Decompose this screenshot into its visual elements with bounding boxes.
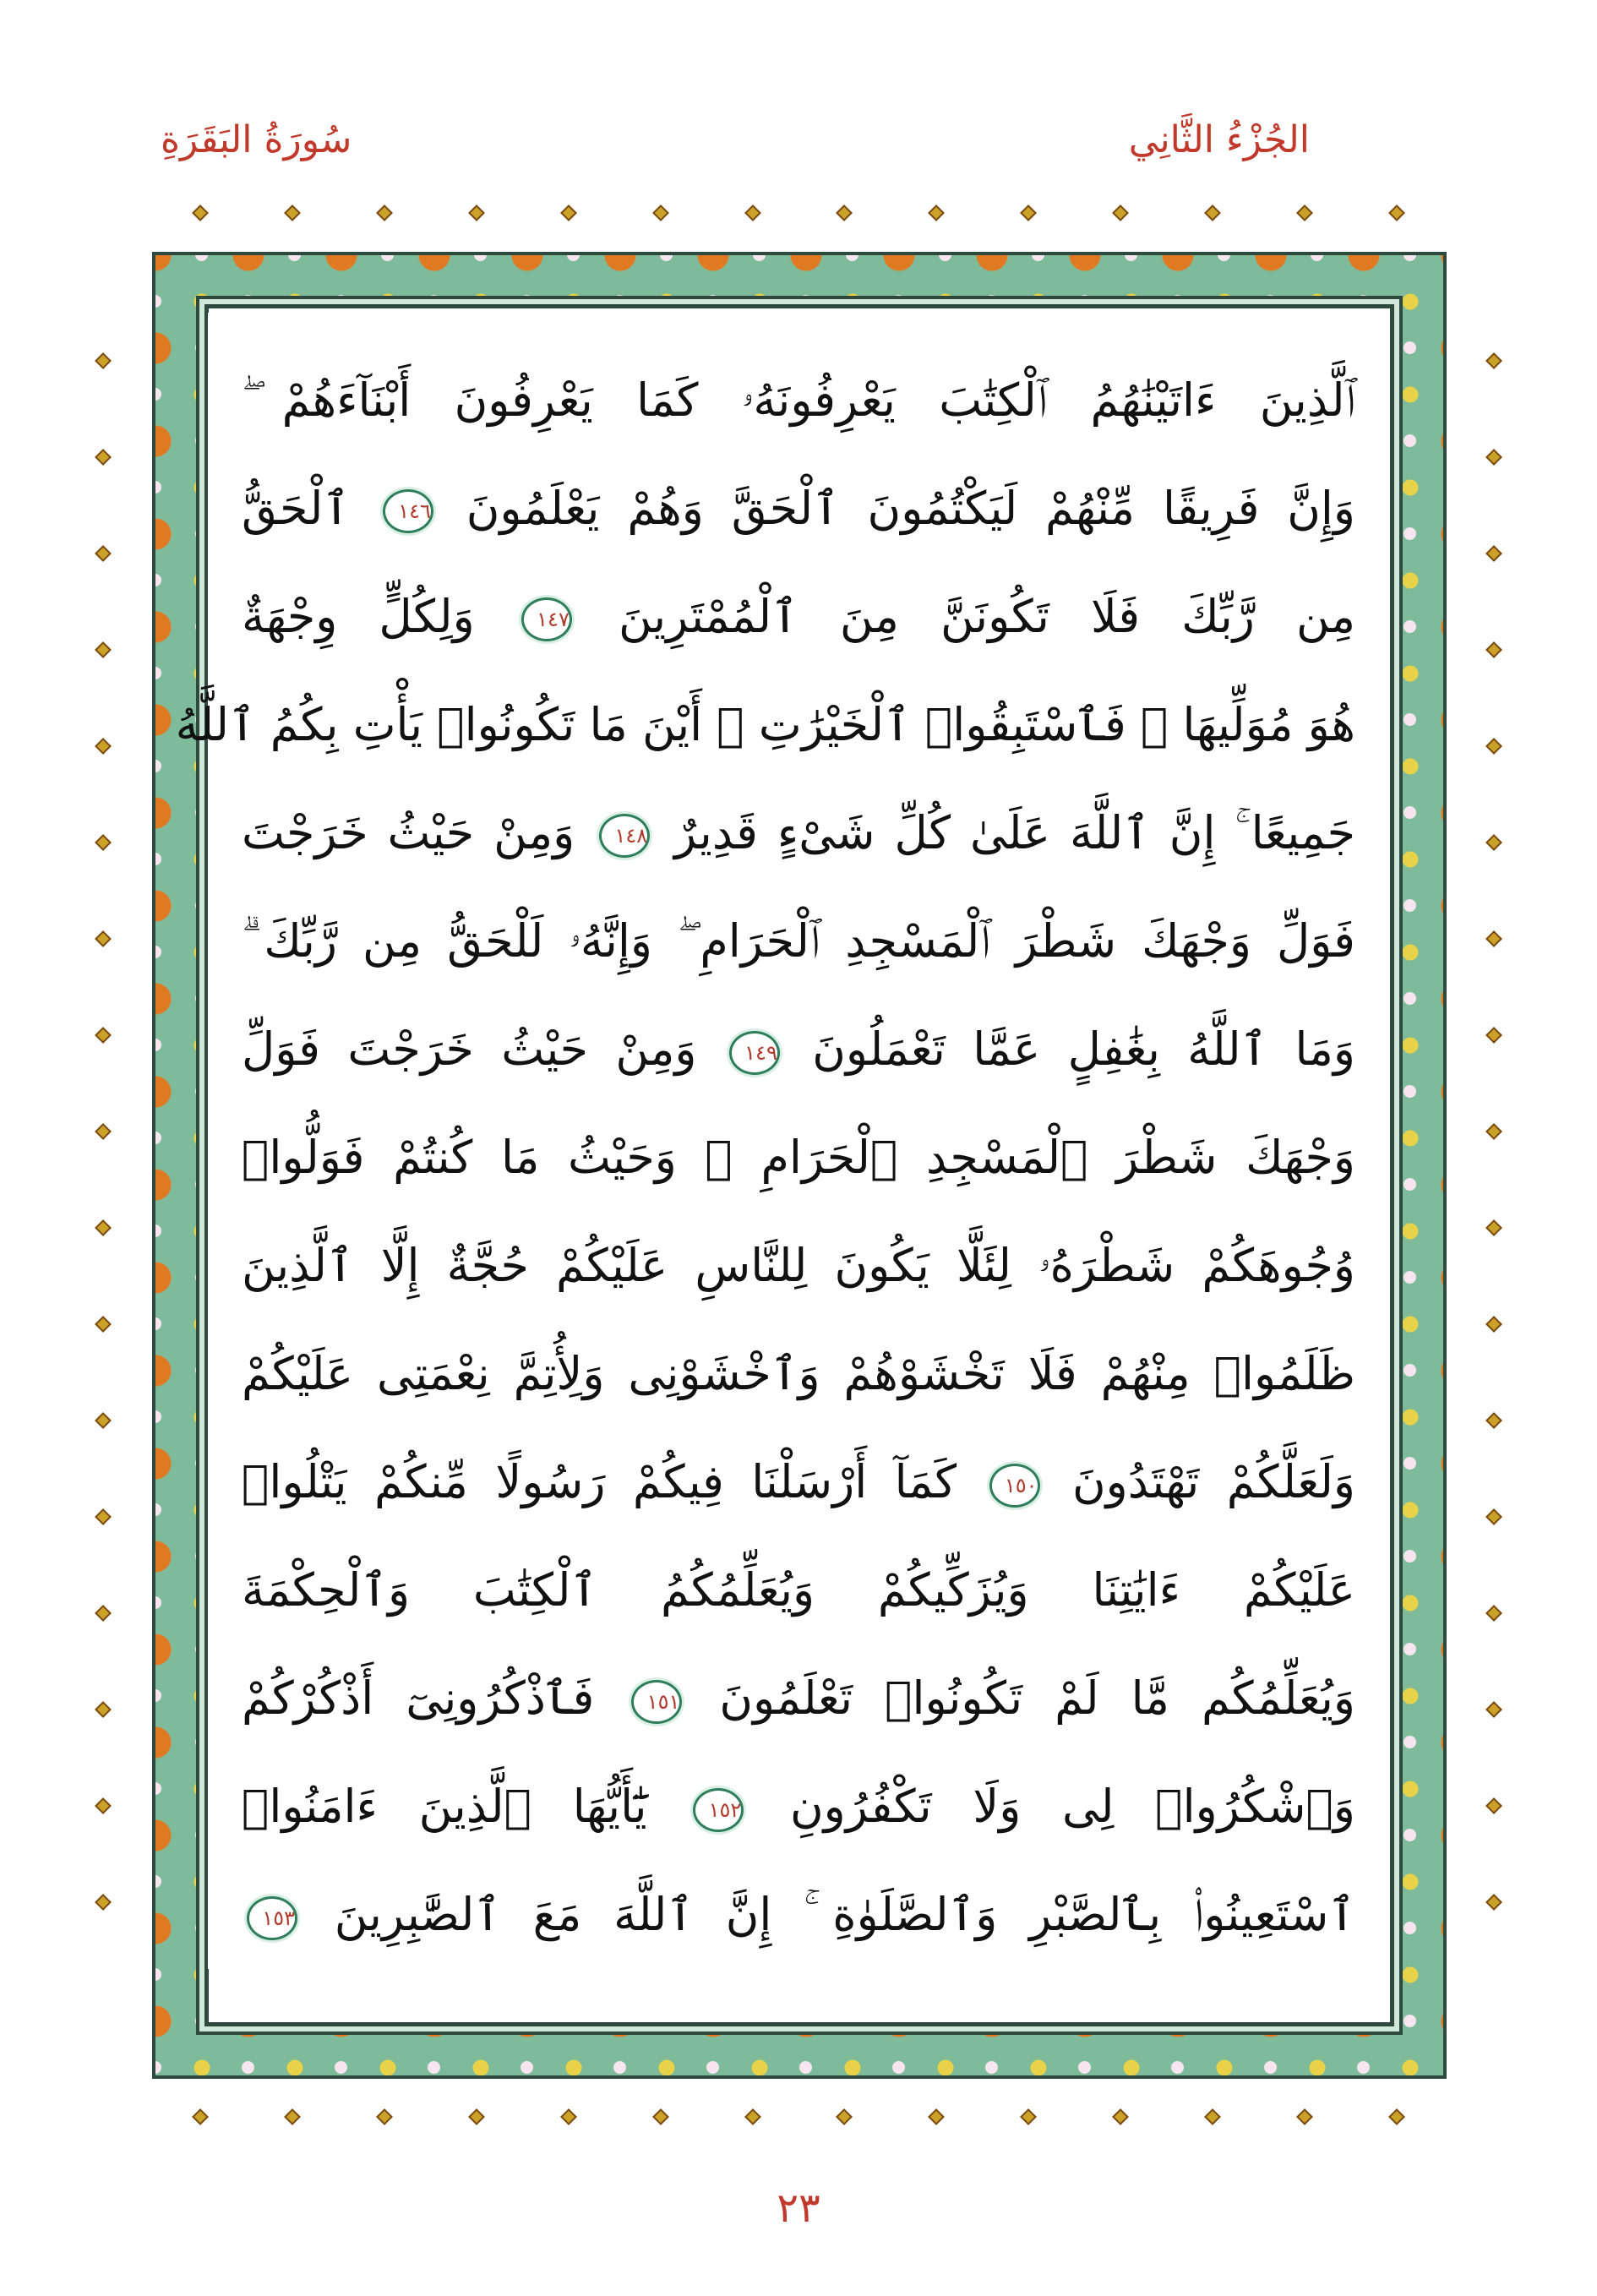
text-line: [242, 480, 1355, 537]
diamond-ornament-icon: [468, 205, 485, 221]
diamond-ornament-icon: [560, 205, 577, 221]
diamond-ornament-icon: [1485, 449, 1502, 466]
text-line: [242, 1345, 1355, 1403]
diamond-ornament-icon: [1020, 205, 1037, 221]
diamond-ornament-icon: [192, 2108, 209, 2125]
text-line: [242, 588, 1355, 646]
diamond-ornament-icon: [1485, 1027, 1502, 1044]
diamond-ornament-icon: [1485, 352, 1502, 369]
verse-text: وَمِنْ حَيْثُ خَرَجْتَ فَوَلِّ: [242, 1023, 724, 1077]
diamond-ornament-icon: [376, 2108, 393, 2125]
diamond-ornament-icon: [928, 205, 945, 221]
diamond-ornament-icon: [1485, 1412, 1502, 1429]
verse-text: ٱسْتَعِينُوا۟ بِٱلصَّبْرِ وَٱلصَّلَوٰةِ ۚ إِنَّ ٱللَّهَ مَعَ ٱلصَّٰبِرِينَ: [303, 1888, 1355, 1942]
verse-text: مِن رَّبِّكَ فَلَا تَكُونَنَّ مِنَ ٱلْمُمْتَرِينَ: [576, 590, 1355, 644]
top-ornament-row: [194, 207, 1403, 227]
ayah-number-marker: ١٥٣: [247, 1896, 297, 1940]
diamond-ornament-icon: [1485, 834, 1502, 851]
text-line: [242, 1237, 1355, 1295]
text-line: [175, 696, 1355, 754]
diamond-ornament-icon: [95, 449, 112, 466]
diamond-ornament-icon: [1020, 2108, 1037, 2125]
text-line: [242, 372, 1355, 429]
text-line: [242, 1670, 1355, 1727]
diamond-ornament-icon: [1485, 1219, 1502, 1236]
ayah-number-marker: ١٥٠: [989, 1464, 1040, 1508]
verse-text: يَٰٓأَيُّهَا ٱلَّذِينَ ءَامَنُوا۟: [242, 1780, 689, 1834]
diamond-ornament-icon: [837, 205, 853, 221]
diamond-ornament-icon: [837, 2108, 853, 2125]
text-line: [242, 913, 1355, 970]
verse-text: وَلِكُلٍّ وِجْهَةٌ: [242, 590, 516, 644]
ayah-number-marker: ١٤٨: [599, 814, 650, 858]
left-ornament-column: [93, 355, 113, 1961]
verse-text: ظَلَمُوا۟ مِنْهُمْ فَلَا تَخْشَوْهُمْ وَٱخْشَوْنِى وَلِأُتِمَّ نِعْمَتِى عَلَيْكُمْ: [242, 1347, 1355, 1401]
diamond-ornament-icon: [95, 738, 112, 755]
diamond-ornament-icon: [744, 2108, 761, 2125]
diamond-ornament-icon: [1485, 1605, 1502, 1622]
diamond-ornament-icon: [1485, 738, 1502, 755]
verse-text: وُجُوهَكُمْ شَطْرَهُۥ لِئَلَّا يَكُونَ لِلنَّاسِ عَلَيْكُمْ حُجَّةٌ إِلَّا ٱلَّذِينَ: [242, 1239, 1355, 1293]
verse-text: هُوَ مُوَلِّيهَا ۖ فَٱسْتَبِقُوا۟ ٱلْخَيْرَٰتِ ۚ أَيْنَ مَا تَكُونُوا۟ يَأْتِ بِكُمُ ٱللَّهُ: [175, 698, 1355, 752]
surah-title: سُورَةُ البَقَرَةِ: [161, 118, 352, 161]
diamond-ornament-icon: [376, 205, 393, 221]
diamond-ornament-icon: [560, 2108, 577, 2125]
diamond-ornament-icon: [95, 1701, 112, 1718]
diamond-ornament-icon: [1112, 2108, 1129, 2125]
text-line: [242, 804, 1355, 862]
diamond-ornament-icon: [1485, 1701, 1502, 1718]
verse-text: كَمَآ أَرْسَلْنَا فِيكُمْ رَسُولًا مِّنكُمْ يَتْلُوا۟: [242, 1455, 984, 1509]
diamond-ornament-icon: [1204, 205, 1221, 221]
ayah-number-marker: ١٤٦: [383, 489, 433, 533]
quran-text-panel: [175, 313, 1389, 1969]
diamond-ornament-icon: [1485, 1123, 1502, 1140]
text-line: [242, 1129, 1355, 1186]
verse-text: وَإِنَّ فَرِيقًا مِّنْهُمْ لَيَكْتُمُونَ ٱلْحَقَّ وَهُمْ يَعْلَمُونَ: [438, 482, 1355, 536]
verse-text: عَلَيْكُمْ ءَايَٰتِنَا وَيُزَكِّيكُمْ وَيُعَلِّمُكُمُ ٱلْكِتَٰبَ وَٱلْحِكْمَةَ: [242, 1563, 1355, 1617]
ayah-number-marker: ١٥٢: [693, 1788, 744, 1832]
verse-text: ٱلْحَقُّ: [242, 482, 378, 536]
ayah-number-marker: ١٤٩: [729, 1031, 780, 1075]
verse-text: وَٱشْكُرُوا۟ لِى وَلَا تَكْفُرُونِ: [749, 1780, 1355, 1834]
text-line: [242, 1562, 1355, 1619]
diamond-ornament-icon: [468, 2108, 485, 2125]
diamond-ornament-icon: [1485, 1508, 1502, 1525]
diamond-ornament-icon: [95, 352, 112, 369]
text-line: [242, 1021, 1355, 1078]
text-line: [242, 1778, 1355, 1835]
diamond-ornament-icon: [744, 205, 761, 221]
diamond-ornament-icon: [95, 1412, 112, 1429]
diamond-ornament-icon: [928, 2108, 945, 2125]
ayah-number-marker: ١٥١: [631, 1680, 682, 1724]
diamond-ornament-icon: [95, 1508, 112, 1525]
diamond-ornament-icon: [95, 1316, 112, 1333]
verse-text: فَٱذْكُرُونِىٓ أَذْكُرْكُمْ: [242, 1672, 627, 1726]
diamond-ornament-icon: [95, 930, 112, 947]
diamond-ornament-icon: [95, 641, 112, 658]
diamond-ornament-icon: [1485, 1797, 1502, 1814]
verse-text: وَجْهَكَ شَطْرَ ٱلْمَسْجِدِ ٱلْحَرَامِ ۚ وَحَيْثُ مَا كُنتُمْ فَوَلُّوا۟: [242, 1131, 1355, 1185]
diamond-ornament-icon: [1485, 1316, 1502, 1333]
diamond-ornament-icon: [1485, 641, 1502, 658]
verse-text: وَمِنْ حَيْثُ خَرَجْتَ: [242, 806, 595, 860]
juz-title: الجُزْءُ الثَّانِي: [1128, 118, 1310, 161]
diamond-ornament-icon: [192, 205, 209, 221]
diamond-ornament-icon: [95, 1797, 112, 1814]
ayah-number-marker: ١٤٧: [521, 597, 572, 641]
diamond-ornament-icon: [652, 2108, 669, 2125]
verse-text: وَيُعَلِّمُكُم مَّا لَمْ تَكُونُوا۟ تَعْلَمُونَ: [687, 1672, 1355, 1726]
text-line: [242, 1453, 1355, 1511]
right-ornament-column: [1484, 355, 1504, 1961]
diamond-ornament-icon: [1296, 2108, 1313, 2125]
verse-text: وَمَا ٱللَّهُ بِغَٰفِلٍ عَمَّا تَعْمَلُونَ: [784, 1023, 1355, 1077]
verse-text: جَمِيعًا ۚ إِنَّ ٱللَّهَ عَلَىٰ كُلِّ شَىْءٍ قَدِيرٌ: [655, 806, 1355, 860]
diamond-ornament-icon: [1485, 1894, 1502, 1911]
bottom-ornament-row: [194, 2111, 1403, 2131]
diamond-ornament-icon: [1204, 2108, 1221, 2125]
diamond-ornament-icon: [652, 205, 669, 221]
diamond-ornament-icon: [95, 1605, 112, 1622]
diamond-ornament-icon: [95, 1219, 112, 1236]
text-line: [242, 1886, 1355, 1944]
diamond-ornament-icon: [1388, 2108, 1405, 2125]
diamond-ornament-icon: [1388, 205, 1405, 221]
diamond-ornament-icon: [95, 1123, 112, 1140]
diamond-ornament-icon: [95, 1027, 112, 1044]
diamond-ornament-icon: [95, 545, 112, 562]
page-number: ٢٣: [777, 2184, 820, 2232]
diamond-ornament-icon: [1296, 205, 1313, 221]
diamond-ornament-icon: [1485, 930, 1502, 947]
diamond-ornament-icon: [95, 1894, 112, 1911]
diamond-ornament-icon: [284, 2108, 301, 2125]
verse-text: وَلَعَلَّكُمْ تَهْتَدُونَ: [1044, 1455, 1355, 1509]
diamond-ornament-icon: [284, 205, 301, 221]
diamond-ornament-icon: [95, 834, 112, 851]
diamond-ornament-icon: [1485, 545, 1502, 562]
diamond-ornament-icon: [1112, 205, 1129, 221]
verse-text: ٱلَّذِينَ ءَاتَيْنَٰهُمُ ٱلْكِتَٰبَ يَعْرِفُونَهُۥ كَمَا يَعْرِفُونَ أَبْنَآءَهُمْ ۖ: [242, 374, 1355, 427]
verse-text: فَوَلِّ وَجْهَكَ شَطْرَ ٱلْمَسْجِدِ ٱلْحَرَامِ ۖ وَإِنَّهُۥ لَلْحَقُّ مِن رَّبِّكَ ۗ: [242, 914, 1355, 968]
